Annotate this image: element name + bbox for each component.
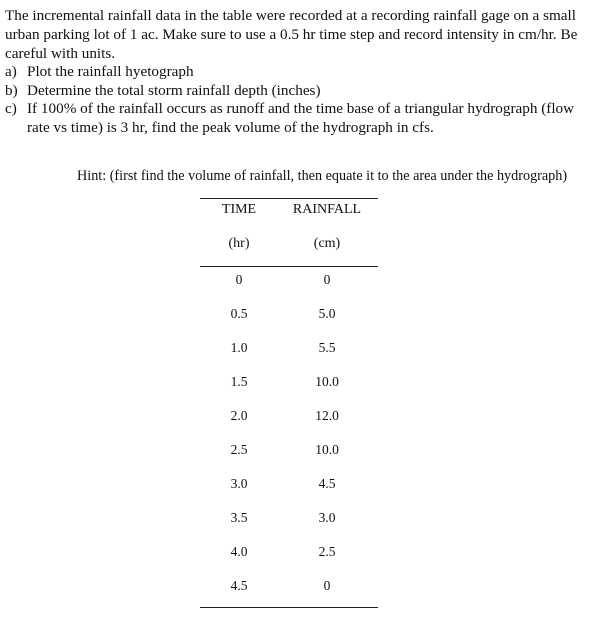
time-cell: 2.0 — [230, 408, 248, 423]
question-a — [5, 63, 595, 82]
time-cell: 3.0 — [230, 476, 248, 491]
rainfall-cell: 3.0 — [318, 510, 336, 525]
hint-text: Hint: (first find the volume of rainfall, then equate it to the area under the hydrograph) — [77, 168, 568, 184]
time-cell: 1.5 — [230, 374, 248, 389]
time-cell: 4.0 — [230, 544, 248, 559]
question-letter: b) — [5, 81, 18, 99]
question-text: If 100% of the rainfall occurs as runoff and the time base of a triangular hydrograph (flow rate vs time) is 3 hr, find the peak volume of the hydrograph in cfs. — [27, 100, 575, 136]
question-text: Determine the total storm rainfall depth (inches) — [27, 81, 321, 99]
column-header-rainfall: RAINFALL — [292, 202, 362, 217]
rainfall-cell: 10.0 — [315, 374, 339, 389]
rainfall-cell: 4.5 — [318, 476, 336, 491]
rainfall-cell: 10.0 — [315, 442, 339, 457]
time-cell: 0 — [235, 272, 243, 287]
problem-statement: The incremental rainfall data in the table were recorded at a recording rainfall gage on a small urban parking lot of 1 ac. Make sure to use a 0.5 hr time step and record intensity in cm/hr. Be careful with units. — [5, 7, 578, 62]
question-b — [5, 82, 595, 101]
table-top-rule — [200, 198, 378, 199]
rainfall-cell: 2.5 — [318, 544, 336, 559]
time-cell: 0.5 — [230, 306, 248, 321]
question-text: Plot the rainfall hyetograph — [27, 63, 194, 80]
table-header-rule — [200, 266, 378, 267]
table-bottom-rule — [200, 607, 378, 608]
question-c — [5, 100, 595, 137]
rainfall-cell: 0 — [323, 578, 331, 593]
column-unit-rainfall: (cm) — [313, 236, 341, 251]
time-cell: 2.5 — [230, 442, 248, 457]
question-letter: c) — [5, 100, 17, 117]
rainfall-cell: 5.0 — [318, 306, 336, 321]
time-cell: 3.5 — [230, 510, 248, 525]
question-letter: a) — [5, 63, 17, 80]
question-list — [5, 63, 595, 137]
column-unit-time: (hr) — [228, 236, 250, 251]
column-header-time: TIME — [221, 202, 257, 217]
rainfall-cell: 0 — [323, 272, 331, 287]
rainfall-cell: 12.0 — [315, 408, 339, 423]
rainfall-cell: 5.5 — [318, 340, 336, 355]
time-cell: 4.5 — [230, 578, 248, 593]
time-cell: 1.0 — [230, 340, 248, 355]
